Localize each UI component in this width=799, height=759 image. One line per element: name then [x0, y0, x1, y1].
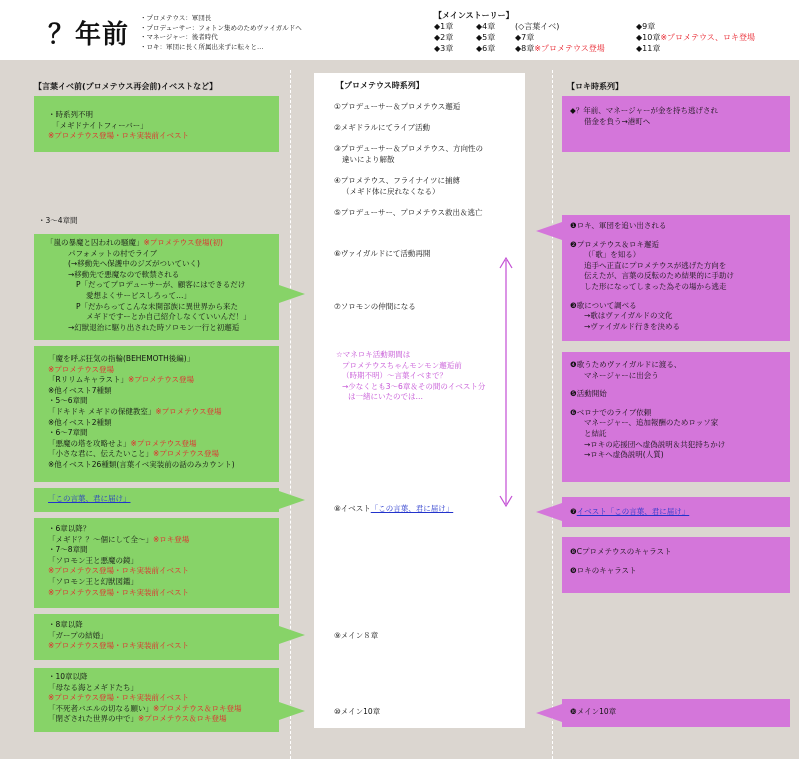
chapter-item: ◆8章※プロメテウス登場	[515, 44, 605, 53]
header-bar	[0, 0, 799, 60]
timeline-event-4	[334, 175, 460, 197]
box-line: ❶ロキ、軍団を追い出される	[570, 221, 667, 230]
loki-box-years-ago	[562, 96, 790, 152]
section-label: ・3～4章間	[38, 216, 78, 225]
event-box-unknown-timeline	[34, 96, 279, 152]
box-line: マネージャー、追加報酬のためロッソ家	[584, 418, 719, 428]
chapter-item: ◆7章	[515, 33, 535, 42]
chapter-item: ◆11章	[636, 44, 661, 53]
center-column-title: 【プロメテウス時系列】	[336, 81, 424, 90]
box-line: ※プロメテウス登場・ロキ実装前イベスト	[48, 131, 190, 141]
note-line: ☆マネロキ活動期間は	[336, 350, 411, 359]
box-line: 「閉ざされた世界の中で」※プロメテウス＆ロキ登場	[48, 714, 227, 724]
box-line: ❾ロキのキャラスト	[570, 565, 637, 575]
box-line: マネージャーに出会う	[584, 370, 659, 380]
loki-box-main-10	[562, 699, 790, 727]
box-line: →幻獣退治に駆り出された時ソロモン一行と初邂逅	[68, 322, 240, 332]
event-box-chapter-4-7	[34, 346, 279, 482]
box-line: 「母なる海とメギドたち」	[48, 682, 138, 692]
period-double-arrow-icon	[498, 254, 514, 510]
box-line: 追手へ正直にプロメテウスが逃げた方向を	[584, 260, 727, 270]
timeline-event-10: ⑩メイン10章	[334, 707, 381, 716]
loki-box-expelled	[562, 215, 790, 341]
note-line: ・プロメテウス：軍団長	[140, 14, 212, 22]
box-line: P「だからってこんな未開部族に異世界から来た	[76, 301, 239, 311]
connector-arrow	[279, 702, 305, 720]
story-col-2	[476, 21, 495, 54]
box-line: →ヴァイガルド行きを決める	[584, 321, 680, 331]
box-line: (→移動先へ保護中のジズがついていく)	[68, 259, 200, 269]
box-line: メギドですーとか自己紹介しなくていいんだ！」	[86, 312, 251, 322]
chapter-item: ◆10章※プロメテウス、ロキ登場	[636, 33, 756, 42]
timeline-event-1: ①プロデューサー＆プロメテウス邂逅	[334, 102, 461, 111]
event-box-chapter-10	[34, 668, 279, 732]
box-line: ❼イベスト「この言葉、君に届け」	[570, 507, 690, 516]
box-line: ※他イベスト7種類	[48, 385, 112, 395]
timeline-event-5: ⑤プロデューサー、プロメテウス救出＆逃亡	[334, 208, 483, 217]
story-col-1	[434, 21, 453, 54]
connector-arrow	[279, 285, 305, 303]
story-col-4	[636, 21, 755, 54]
box-line: ※他イベスト26種類(言葉イベ実装前の話のみカウント)	[48, 459, 235, 469]
timeline-event-6: ⑥ヴァイガルドにて活動再開	[334, 249, 431, 258]
box-line: ◆？年前、マネージャーが金を持ち逃げされ	[570, 106, 718, 115]
box-line: ・8章以降	[48, 620, 83, 629]
event-box-chapter-3-4	[34, 234, 279, 340]
event-box-kotoba-event	[34, 488, 279, 512]
box-line: 「小さな君に、伝えたいこと」※プロメテウス登場	[48, 449, 220, 459]
box-line: ・時系列不明	[48, 110, 93, 119]
box-line: ❿メイン10章	[570, 707, 617, 716]
box-line: 「メギドナイトフィーバー」	[52, 120, 148, 130]
box-line: ※プロメテウス登場・ロキ実装前イベスト	[48, 641, 190, 651]
box-line: 「ガープの結婚」	[48, 630, 108, 640]
box-line: ❻ベロナでのライブ依頼	[570, 407, 652, 417]
note-line: →少なくとも3～6章＆その間のイベスト分	[342, 381, 486, 391]
chapter-item: ◆3章	[434, 44, 454, 53]
page-title: ？年前	[48, 20, 130, 50]
chapter-item: ◆5章	[476, 33, 496, 42]
event-box-chapter-8	[34, 614, 279, 660]
timeline-event-2: ②メギドラルにてライブ活動	[334, 123, 431, 132]
timeline-event-9: ⑨メイン８章	[334, 631, 379, 640]
box-line: ※プロメテウス登場	[48, 364, 115, 374]
box-line: ❽Cプロメテウスのキャラスト	[570, 547, 672, 556]
event-line: ④プロメテウス、フライナイツに捕縛	[334, 176, 460, 185]
event-box-chapter-6-8	[34, 518, 279, 608]
kotoba-event-link[interactable]: イベスト「この言葉、君に届け」	[576, 507, 690, 516]
story-col-3	[515, 21, 605, 54]
loki-box-character-stories	[562, 537, 790, 593]
event-line: （メギド体に戻れなくなる）	[342, 187, 440, 196]
box-line: 「ソロモン王と悪魔の鏡」	[48, 555, 138, 565]
box-line: →ロキの応援団へ虚偽説明＆共犯持ちかけ	[584, 439, 726, 449]
box-line: 愛想よくサービスしろって…」	[86, 290, 191, 300]
main-story-title: 【メインストーリー】	[434, 11, 514, 20]
box-line: 「ドキドキ メギドの保健教室」※プロメテウス登場	[48, 406, 222, 416]
box-line: （「歌」を知る）	[584, 250, 641, 260]
chapter-item: ◆2章	[434, 33, 454, 42]
box-line: 「不死者バエルの切なる願い」※プロメテウス＆ロキ登場	[48, 703, 242, 713]
kotoba-event-link[interactable]: 「この言葉、君に届け」	[48, 494, 131, 503]
connector-arrow	[536, 222, 562, 240]
box-line: P「だってプロデューサーが、顧客にはできるだけ	[76, 280, 246, 290]
box-line: ・6章以降？	[48, 524, 91, 533]
note-line: （時期不明）～言葉イベまで？	[342, 371, 447, 381]
box-line: 「悪魔の塔を攻略せよ」※プロメテウス登場	[48, 438, 197, 448]
box-line: パフォメットの村でライブ	[68, 248, 158, 258]
box-line: ❹歌うためヴァイガルドに渡る、	[570, 360, 682, 369]
box-line: ・5～6章間	[48, 396, 88, 406]
box-line: ※プロメテウス登場・ロキ実装前イベスト	[48, 566, 190, 576]
box-line: ※プロメテウス登場・ロキ実装前イベスト	[48, 587, 190, 597]
box-line: 「メギド？？～個にして全～」※ロキ登場	[48, 534, 190, 544]
box-line: →ロキへ虚偽説明(人質)	[584, 450, 664, 460]
note-line: は一緒にいたのでは…	[348, 392, 423, 402]
loki-box-kotoba-event	[562, 497, 790, 527]
kotoba-event-link[interactable]: 「この言葉、君に届け」	[370, 504, 454, 513]
column-divider	[290, 70, 291, 759]
box-line: と結託	[584, 428, 607, 438]
manager-loki-note	[336, 350, 485, 403]
character-notes	[140, 14, 302, 52]
box-line: 「Rリリムキャラスト」※プロメテウス登場	[48, 375, 195, 385]
box-line: →移動先で悪魔なので軟禁される	[68, 269, 180, 279]
timeline-event-8: ⑧イベスト「この言葉、君に届け」	[334, 504, 454, 513]
note-line: ・プロデューサー：フォトン集めのためヴァイガルドへ	[140, 23, 302, 32]
event-line: 違いにより解散	[342, 155, 395, 164]
connector-arrow	[279, 626, 305, 644]
box-line: ・7～8章間	[48, 545, 88, 555]
box-line: →歌はヴァイガルドの文化	[584, 311, 673, 321]
column-divider	[552, 70, 553, 759]
box-line: ・6～7章間	[48, 428, 88, 438]
box-line: ※プロメテウス登場・ロキ実装前イベスト	[48, 693, 190, 703]
connector-arrow	[536, 704, 562, 722]
note-line: ・ロキ：軍団に長く所属出来ずに転々と…	[140, 42, 264, 51]
note-line: プロメテウスちゃんモンモン邂逅前	[342, 360, 462, 370]
chapter-item: ◆6章	[476, 44, 496, 53]
box-line: ❸歌について調べる	[570, 300, 637, 310]
note-line: ・マネージャー：後者時代	[140, 33, 218, 41]
connector-arrow	[279, 491, 305, 509]
box-line: ❺活動開始	[570, 389, 607, 399]
chapter-item: ◆1章	[434, 22, 454, 31]
timeline-event-3	[334, 143, 483, 165]
box-line: した形になってしまった為その場から逃走	[584, 281, 727, 291]
connector-arrow	[536, 503, 562, 521]
chapter-item: (◇言葉イベ)	[515, 22, 560, 31]
box-line: ❷プロメテウス＆ロキ邂逅	[570, 239, 659, 249]
box-line: 「嵐の暴魔と囚われの騒魔」※プロメテウス登場(初)	[46, 238, 223, 247]
loki-box-vaigard	[562, 352, 790, 482]
box-line: 「魔を呼ぶ狂気の指輪(BEHEMOTH後編)」	[48, 354, 195, 363]
event-line: ③プロデューサー＆プロメテウス、方向性の	[334, 144, 483, 153]
box-line: 伝えたが、言葉の反転のため結果的に手助け	[584, 271, 734, 281]
box-line: ・10章以降	[48, 672, 88, 681]
chapter-item: ◆4章	[476, 22, 496, 31]
timeline-event-7: ⑦ソロモンの仲間になる	[334, 302, 416, 311]
chapter-item: ◆9章	[636, 22, 656, 31]
box-line: ※他イベスト2種類	[48, 417, 112, 427]
box-line: 借金を負う→港町へ	[584, 116, 651, 126]
box-line: 「ソロモン王と幻獣図鑑」	[48, 576, 138, 586]
right-column-title: 【ロキ時系列】	[567, 82, 623, 91]
left-column-title: 【言葉イベ前(プロメテウス再会前)イベストなど】	[34, 82, 218, 91]
